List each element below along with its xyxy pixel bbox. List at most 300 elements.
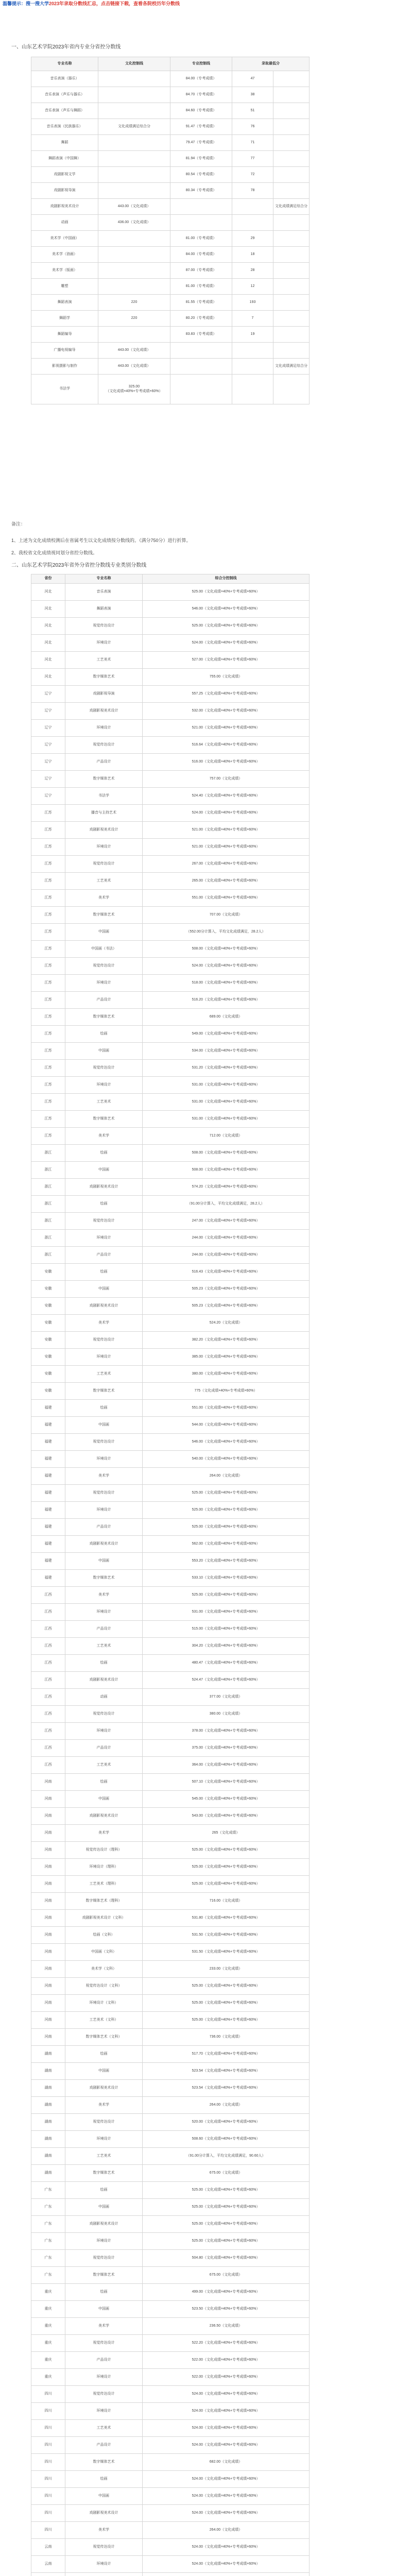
score-cell: 508.00（文化成绩×40%+专考成绩×60%） [143,941,310,958]
table-row [31,2539,310,2556]
major-cell: 戏剧影视文学 [31,167,98,183]
province-cell: 河南 [31,1774,65,1791]
province-cell: 安徽 [31,1366,65,1383]
table-row [31,2063,310,2080]
major-cell: 中国画 [65,1281,143,1298]
score-cell: 518.00（文化成绩×40%+专考成绩×60%） [143,975,310,992]
major-cell: 数字媒体艺术 [65,771,143,788]
major-cell: 戏剧影视美术设计（文科） [65,1910,143,1927]
major-cell: 数字媒体艺术 [65,669,143,686]
score-cell: 525.00（文化成绩×40%+专考成绩×60%） [143,1876,310,1893]
province-cell: 河北 [31,601,65,618]
province-cell: 云南 [31,2556,65,2573]
province-cell: 江西 [31,1672,65,1689]
table-row [31,1417,310,1434]
value-cell [98,167,170,183]
score-cell: 553.20（文化成绩×40%+专考成绩×60%） [143,1553,310,1570]
score-cell: 524.00（文化成绩×40%+专考成绩×60%） [143,958,310,975]
table-row [31,1298,310,1315]
score-cell: 524.00（文化成绩×40%+专考成绩×60%） [143,805,310,822]
major-cell: 工艺美术 [65,1094,143,1111]
province-cell: 浙江 [31,1230,65,1247]
header-cell: 专业控制线 [170,57,232,71]
table-row [31,1366,310,1383]
province-cell: 河南 [31,1910,65,1927]
score-cell: 546.00（文化成绩×40%+专考成绩×60%） [143,601,310,618]
table-row [31,1774,310,1791]
major-cell: 工艺美术 [65,1757,143,1774]
score-cell: 525.00（文化成绩×40%+专考成绩×60%） [143,2182,310,2199]
table-row [31,2216,310,2233]
table-row [31,618,310,635]
table-row [31,754,310,771]
header-cell: 文化控制线 [98,57,170,71]
value-cell: 18 [232,247,273,263]
score-cell: 551.00（文化成绩×40%+专考成绩×60%） [143,1400,310,1417]
major-cell: 动画 [65,1689,143,1706]
province-cell: 河北 [31,635,65,652]
province-cell: 广东 [31,2199,65,2216]
major-cell: 雕塑 [31,279,98,295]
major-cell: 工艺美术 [65,1366,143,1383]
table-row [31,2556,310,2573]
value-cell: 81.55（专考成绩） [170,295,232,311]
province-cell: 河南 [31,1808,65,1825]
major-cell: 戏剧影视美术设计 [65,1672,143,1689]
value-cell [273,167,310,183]
major-cell: 绘画 [65,2182,143,2199]
table-header-row [31,574,310,584]
score-cell: 531.00（文化成绩×40%+专考成绩×60%） [143,1094,310,1111]
major-cell: 美术学 [65,1128,143,1145]
province-cell: 重庆 [31,2369,65,2386]
major-cell: 绘画 [65,2046,143,2063]
major-cell: 视觉传达设计（理科） [65,1842,143,1859]
value-cell: 91.47（专考成绩） [170,119,232,135]
major-cell: 工艺美术 [65,1638,143,1655]
score-cell: 516.64（文化成绩×40%+专考成绩×60%） [143,737,310,754]
province-cell: 广东 [31,2216,65,2233]
score-cell: 675.00（文化成绩） [143,2165,310,2182]
score-cell: 522.20（文化成绩×40%+专考成绩×60%） [143,2335,310,2352]
table-row [31,1791,310,1808]
value-cell [98,183,170,199]
province-cell: 福建 [31,1536,65,1553]
score-cell: 524.00（文化成绩×40%+专考成绩×60%） [143,2403,310,2420]
table-row [31,805,310,822]
table-row [31,1349,310,1366]
province-cell: 辽宁 [31,703,65,720]
score-cell: 267.00（文化成绩×40%+专考成绩×60%） [143,856,310,873]
header-cell: 综合分控制线 [143,574,310,584]
major-cell: 数字媒体艺术 [65,1570,143,1587]
score-cell: 499.00（文化成绩×40%+专考成绩×60%） [143,2284,310,2301]
score-cell: 525.00（文化成绩×40%+专考成绩×60%） [143,1502,310,1519]
table-row [31,1451,310,1468]
table-row [31,873,310,890]
value-cell [98,151,170,167]
table-row [31,1026,310,1043]
major-cell: 绘画 [65,1774,143,1791]
table-row [31,771,310,788]
score-cell: 523.54（文化成绩×40%+专考成绩×60%） [143,2080,310,2097]
value-cell [273,311,310,327]
table-row [31,1332,310,1349]
value-cell: 84.00（专考成绩） [170,71,232,87]
major-cell: 舞蹈表演 [65,601,143,618]
score-cell: 233.00（文化成绩） [143,1961,310,1978]
province-cell: 福建 [31,1451,65,1468]
value-cell: 71 [232,135,273,151]
province-cell: 江苏 [31,1111,65,1128]
table-row [31,359,310,375]
major-cell: 视觉传达设计 [65,2335,143,2352]
major-cell: 绘画 [65,1655,143,1672]
table-row [31,2233,310,2250]
score-cell: 507.10（文化成绩×40%+专考成绩×60%） [143,1774,310,1791]
major-cell: 数字媒体艺术（理科） [65,1893,143,1910]
header-link[interactable]: 2023年录取分数线汇总，点击链接下载，查看各院校历年分数线 [49,1,180,6]
score-cell: 265.00（文化成绩×40%+专考成绩×60%） [143,873,310,890]
score-cell: 525.00（文化成绩×40%+专考成绩×60%） [143,618,310,635]
province-cell: 福建 [31,1502,65,1519]
major-cell: 舞蹈学 [31,311,98,327]
major-cell: 舞蹈 [31,135,98,151]
table-row [31,311,310,327]
score-cell: 364.00（文化成绩×40%+专考成绩×60%） [143,1757,310,1774]
major-cell: 环境设计 [65,2233,143,2250]
value-cell: 76 [232,119,273,135]
province-cell: 江苏 [31,958,65,975]
score-cell: 524.00（文化成绩×40%+专考成绩×60%） [143,2437,310,2454]
value-cell [273,119,310,135]
score-cell [143,2573,310,2576]
value-cell [273,247,310,263]
score-cell: 524.00（文化成绩×40%+专考成绩×60%） [143,2556,310,2573]
value-cell [98,103,170,119]
major-cell: 环境设计 [65,839,143,856]
major-cell: 环境设计 [65,2369,143,2386]
major-cell: 中国画 [65,1553,143,1570]
score-cell: 524.20（文化成绩） [143,1315,310,1332]
province-cell: 河南 [31,1791,65,1808]
table-row [31,1808,310,1825]
province-cell: 河南 [31,1978,65,1995]
table-row [31,231,310,247]
major-cell: 播音与主持艺术 [65,805,143,822]
table-row [31,1009,310,1026]
major-cell: 中国画 [65,1162,143,1179]
major-cell: 影视摄影与制作 [31,359,98,375]
table-row [31,652,310,669]
major-cell: 美术学（文科） [65,1961,143,1978]
table-row [31,1655,310,1672]
header-tip[interactable] [3,1,180,6]
score-cell: 516.00（文化成绩×40%+专考成绩×60%） [143,754,310,771]
major-cell: 绘画 [65,1196,143,1213]
major-cell: 工艺美术 [65,652,143,669]
province-cell: 江苏 [31,975,65,992]
table-row [31,183,310,199]
section1-table [31,57,310,404]
major-cell: 数字媒体艺术 [65,1111,143,1128]
major-cell: 工艺美术（文科） [65,2012,143,2029]
table-row [31,1604,310,1621]
table-row [31,2012,310,2029]
province-cell: 湖南 [31,2165,65,2182]
major-cell: 书法学 [31,375,98,404]
table-row [31,343,310,359]
province-cell: 重庆 [31,2352,65,2369]
province-cell: 湖南 [31,2114,65,2131]
score-cell: 508.00（文化成绩×40%+专考成绩×60%） [143,1162,310,1179]
major-cell: 数字媒体艺术 [65,907,143,924]
value-cell [232,359,273,375]
major-cell: 中国画（文科） [65,1944,143,1961]
table-row [31,1196,310,1213]
score-cell: 523.50（文化成绩×40%+专考成绩×60%） [143,2301,310,2318]
score-cell: 531.50（文化成绩×40%+专考成绩×60%） [143,1927,310,1944]
table-row [31,2437,310,2454]
table-row [31,2505,310,2522]
major-cell: 数字媒体艺术 [65,1009,143,1026]
major-cell [65,2573,143,2576]
table-row [31,1570,310,1587]
table-row [31,327,310,343]
major-cell: 书法学 [65,788,143,805]
value-cell: 80.54（专考成绩） [170,167,232,183]
province-cell: 江苏 [31,1060,65,1077]
major-cell: 产品设计 [65,1519,143,1536]
table-row [31,151,310,167]
major-cell: 中国画 [65,2199,143,2216]
score-cell: 533.10（文化成绩×40%+专考成绩×60%） [143,1570,310,1587]
score-cell: 517.70（文化成绩×40%+专考成绩×60%） [143,2046,310,2063]
score-cell: 516.43（文化成绩×40%+专考成绩×60%） [143,1264,310,1281]
table-row [31,1723,310,1740]
table-row [31,2301,310,2318]
score-cell: 531.00（文化成绩×40%+专考成绩×60%） [143,1077,310,1094]
province-cell: 江西 [31,1740,65,1757]
table-row [31,119,310,135]
province-cell: 安徽 [31,1383,65,1400]
table-row [31,839,310,856]
province-cell: 重庆 [31,2284,65,2301]
province-cell: 辽宁 [31,788,65,805]
score-cell: 264.00（文化成绩） [143,1468,310,1485]
major-cell: 环境设计 [65,2403,143,2420]
province-cell: 河南 [31,1927,65,1944]
major-cell: 环境设计（理科） [65,1859,143,1876]
score-cell: 524.40（文化成绩×40%+专考成绩×60%） [143,788,310,805]
province-cell: 江西 [31,1706,65,1723]
major-cell: 环境设计（文科） [65,1995,143,2012]
score-cell: 480.47（文化成绩×40%+专考成绩×60%） [143,1655,310,1672]
table-row [31,279,310,295]
major-cell: 美术学 [65,2097,143,2114]
value-cell [273,71,310,87]
major-cell: 产品设计 [65,1621,143,1638]
score-cell: 505.23（文化成绩×40%+专考成绩×60%） [143,1298,310,1315]
table-row [31,1060,310,1077]
table-row [31,103,310,119]
score-cell: 247.00（文化成绩×40%+专考成绩×60%） [143,1213,310,1230]
score-cell: 520.00（文化成绩×40%+专考成绩×60%） [143,2114,310,2131]
major-cell: 环境设计 [65,1502,143,1519]
table-row [31,1145,310,1162]
major-cell: 工艺美术 [65,2148,143,2165]
score-cell: 532.00（文化成绩×40%+专考成绩×60%） [143,703,310,720]
value-cell [273,151,310,167]
table-row [31,788,310,805]
major-cell: 美术学（版画） [31,263,98,279]
note-1: 1、上述为文化成绩校测后在省属考生以文化成绩按分数线的。（满分750分）进行折算。 [11,538,191,543]
province-cell: 河南 [31,2029,65,2046]
province-cell: 河南 [31,1893,65,1910]
score-cell: 531.20（文化成绩×40%+专考成绩×60%） [143,1060,310,1077]
major-cell: 戏剧影视美术设计 [65,1179,143,1196]
table-row [31,1621,310,1638]
major-cell: 戏剧影视导演 [65,686,143,703]
score-cell: 380.00（文化成绩） [143,1706,310,1723]
major-cell: 数字媒体艺术 [65,2454,143,2471]
table-row [31,1536,310,1553]
value-cell: 文化成绩满足综合分 [98,119,170,135]
score-cell: 534.00（文化成绩×40%+专考成绩×60%） [143,1043,310,1060]
score-cell: （91.00分计算入，平均文化成绩满足，90.60人） [143,2148,310,2165]
province-cell: 江西 [31,1655,65,1672]
major-cell: 视觉传达设计 [65,2114,143,2131]
table-row [31,1638,310,1655]
province-cell: 辽宁 [31,737,65,754]
major-cell: 美术学 [65,2522,143,2539]
score-cell: 543.00（文化成绩×40%+专考成绩×60%） [143,1808,310,1825]
score-cell: 508.00（文化成绩×40%+专考成绩×60%） [143,1145,310,1162]
province-cell: 湖南 [31,2063,65,2080]
table-row [31,2080,310,2097]
value-cell [170,359,232,375]
province-cell: 安徽 [31,1349,65,1366]
province-cell: 湖南 [31,2148,65,2165]
major-cell: 美术学（中国画） [31,231,98,247]
value-cell: 443.00（文化成绩） [98,343,170,359]
table-row [31,737,310,754]
value-cell [273,231,310,247]
value-cell [273,215,310,231]
province-cell: 江西 [31,1723,65,1740]
score-cell: 707.00（文化成绩） [143,907,310,924]
table-row [31,2522,310,2539]
province-cell [31,2573,65,2576]
score-cell: 523.54（文化成绩×40%+专考成绩×60%） [143,2063,310,2080]
score-cell: 689.00（文化成绩） [143,1009,310,1026]
province-cell: 浙江 [31,1213,65,1230]
score-cell: 515.00（文化成绩×40%+专考成绩×60%） [143,1621,310,1638]
score-cell: 516.20（文化成绩×40%+专考成绩×60%） [143,992,310,1009]
value-cell [273,375,310,404]
province-cell: 江苏 [31,1094,65,1111]
value-note: （文化成绩×40%+专考成绩×60%） [106,389,163,393]
score-cell: 524.47（文化成绩×40%+专考成绩×60%） [143,1672,310,1689]
score-cell: 521.00（文化成绩×40%+专考成绩×60%） [143,822,310,839]
header-cell: 专业名称 [31,57,98,71]
major-cell: 视觉传达设计 [65,1485,143,1502]
score-cell: 736.00（文化成绩） [143,2029,310,2046]
value-cell: 77 [232,151,273,167]
province-cell: 河北 [31,652,65,669]
value-cell: 84.00（专考成绩） [170,247,232,263]
major-cell: 产品设计 [65,2352,143,2369]
score-cell: 525.00（文化成绩×40%+专考成绩×60%） [143,1978,310,1995]
value-cell [98,263,170,279]
province-cell: 辽宁 [31,771,65,788]
table-row [31,1247,310,1264]
score-cell: 531.00（文化成绩×40%+专考成绩×60%） [143,1111,310,1128]
score-cell: 531.00（文化成绩×40%+专考成绩×60%） [143,1604,310,1621]
notes-label: 备注： [11,521,26,527]
value-cell: 220 [98,311,170,327]
value-cell [98,71,170,87]
province-cell: 湖南 [31,2080,65,2097]
province-cell: 江苏 [31,1128,65,1145]
major-cell: 产品设计 [65,2437,143,2454]
major-cell: 视觉传达设计 [65,856,143,873]
province-cell: 河南 [31,1825,65,1842]
section1-title: 一、山东艺术学院2023年省内专业分省控分数线 [11,44,121,50]
score-cell: 675.00（文化成绩） [143,2267,310,2284]
score-cell: （91.00分计算入，平均文化成绩满足，28.2人） [143,1196,310,1213]
table-row [31,1383,310,1400]
table-row [31,1961,310,1978]
major-cell: 环境设计 [65,1451,143,1468]
table-row [31,2488,310,2505]
major-cell: 动画 [31,215,98,231]
major-cell: 视觉传达设计 [65,2539,143,2556]
province-cell: 四川 [31,2437,65,2454]
table-row [31,2165,310,2182]
score-cell: 525.00（文化成绩×40%+专考成绩×60%） [143,2199,310,2216]
score-cell: 531.50（文化成绩×40%+专考成绩×60%） [143,1944,310,1961]
table-row [31,1043,310,1060]
province-cell: 河南 [31,1995,65,2012]
table-row [31,1502,310,1519]
table-row [31,2097,310,2114]
major-cell: 美术学 [65,1468,143,1485]
table-row [31,1995,310,2012]
note-2: 2、我校省文化成绩视同划分省控分数线。 [11,550,98,555]
province-cell: 江苏 [31,1077,65,1094]
major-cell: 戏剧影视美术设计 [65,1298,143,1315]
table-row [31,199,310,215]
score-cell: 524.00（文化成绩×40%+专考成绩×60%） [143,2539,310,2556]
value-cell: 80.20（专考成绩） [170,311,232,327]
major-cell: 绘画 [65,1400,143,1417]
province-cell: 江苏 [31,1026,65,1043]
major-cell: 美术学 [65,2318,143,2335]
major-cell: 环境设计 [65,2556,143,2573]
value-cell [170,215,232,231]
score-cell: 504.80（文化成绩×40%+专考成绩×60%） [143,2250,310,2267]
value-cell: 29 [232,231,273,247]
table-row [31,1927,310,1944]
score-cell: 531.80（文化成绩×40%+专考成绩×60%） [143,1910,310,1927]
table-row [31,2284,310,2301]
table-row [31,2420,310,2437]
major-cell: 戏剧影视美术设计 [65,2080,143,2097]
value-cell: 436.00（文化成绩） [98,215,170,231]
major-cell: 视觉传达设计 [65,1434,143,1451]
table-header-row [31,57,310,71]
